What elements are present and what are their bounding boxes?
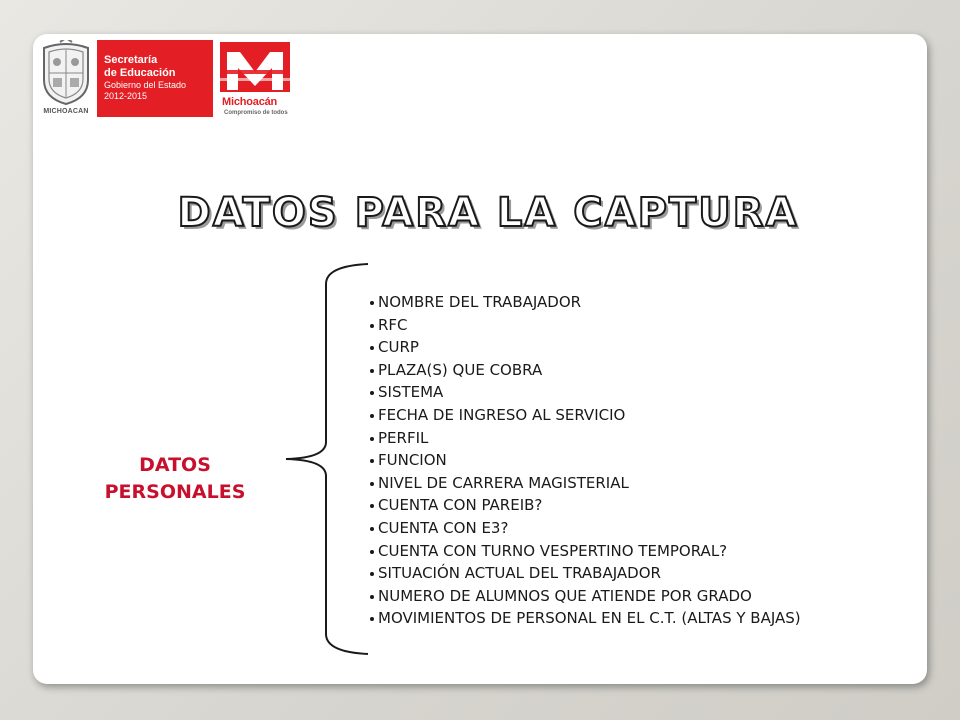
list-item: SITUACIÓN ACTUAL DEL TRABAJADOR [370,562,801,585]
list-item: CURP [370,336,801,359]
secretaria-line2: de Educación [104,67,176,79]
list-item: RFC [370,314,801,337]
secretaria-educacion-logo [97,40,213,117]
group-label-line1: DATOS [139,454,211,476]
secretaria-line4: 2012-2015 [104,91,148,101]
list-item: CUENTA CON TURNO VESPERTINO TEMPORAL? [370,540,801,563]
seal-caption: MICHOACAN [43,108,89,115]
list-item: CUENTA CON PAREIB? [370,494,801,517]
list-item: NOMBRE DEL TRABAJADOR [370,291,801,314]
group-label-line2: PERSONALES [104,481,246,503]
michoacan-seal-icon [40,40,92,106]
page-title: DATOS PARA LA CAPTURA [177,190,799,236]
list-item: FUNCION [370,449,801,472]
group-label [70,452,280,506]
secretaria-line3: Gobierno del Estado [104,80,187,90]
michoacan-wordmark: Michoacán [222,96,278,108]
list-item: PERFIL [370,427,801,450]
secretaria-line1: Secretaría [104,54,158,66]
list-item: PLAZA(S) QUE COBRA [370,359,801,382]
list-item: CUENTA CON E3? [370,517,801,540]
michoacan-m-logo-icon [220,40,290,120]
list-item: NUMERO DE ALUMNOS QUE ATIENDE POR GRADO [370,585,801,608]
curly-brace-icon [282,262,374,656]
list-item: SISTEMA [370,381,801,404]
data-fields-list [370,291,801,630]
list-item: MOVIMIENTOS DE PERSONAL EN EL C.T. (ALTAS Y BAJAS) [370,607,801,630]
list-item: FECHA DE INGRESO AL SERVICIO [370,404,801,427]
michoacan-tagline: Compromiso de todos [224,110,288,116]
list-item: NIVEL DE CARRERA MAGISTERIAL [370,472,801,495]
